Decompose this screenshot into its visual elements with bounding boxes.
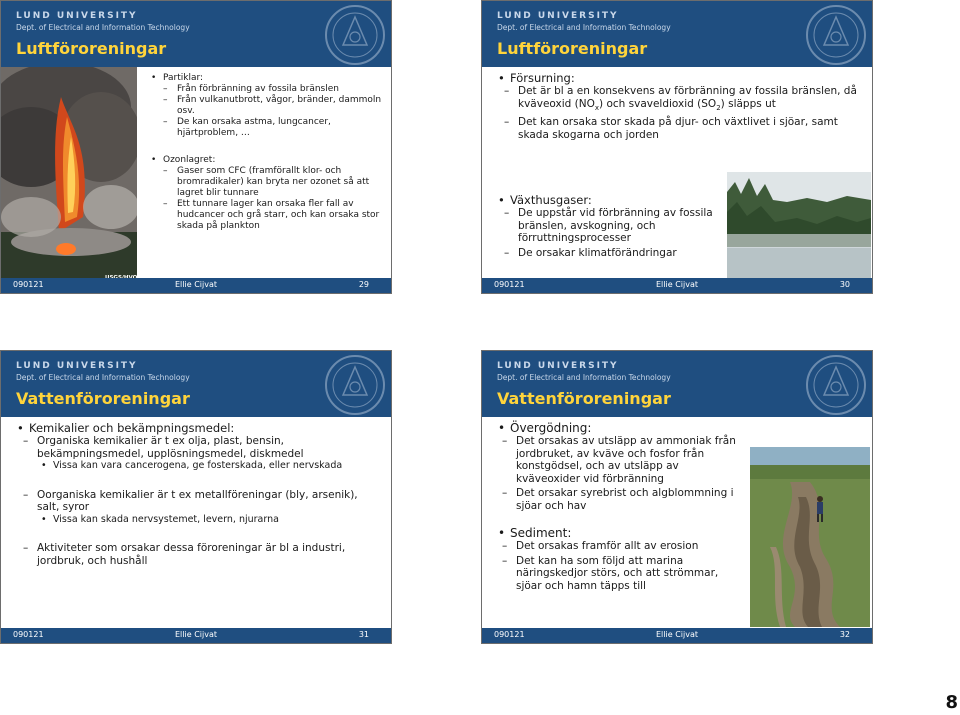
eroded-field-photo bbox=[750, 447, 870, 627]
page-number: 8 bbox=[945, 692, 958, 713]
sub-sub-bullet: • Vissa kan skada nervsystemet, levern, njurarna bbox=[39, 514, 375, 527]
sub-bullet: – De orsakar klimatförändringar bbox=[504, 247, 716, 260]
university-name: LUND UNIVERSITY bbox=[497, 11, 619, 21]
slide-number: 31 bbox=[358, 630, 369, 639]
university-name: LUND UNIVERSITY bbox=[16, 11, 138, 21]
footer-date: 090121 bbox=[13, 630, 44, 639]
slide-body-lower bbox=[496, 193, 716, 259]
bullet: • Ozonlagret: bbox=[149, 155, 387, 166]
footer-author: Ellie Cijvat bbox=[656, 630, 698, 639]
slide-number: 30 bbox=[839, 280, 850, 289]
foggy-lake-photo bbox=[727, 172, 871, 278]
sub-bullet: – Det orsakas framför allt av erosion bbox=[502, 540, 736, 553]
sub-bullet: – Det är bl a en konsekvens av förbränning av fossila bränslen, då kväveoxid $(NO_x)$ och svaveldioxid $(SO_2)$ släpps ut bbox=[504, 85, 858, 114]
footer-author: Ellie Cijvat bbox=[656, 280, 698, 289]
volcano-eruption-photo bbox=[1, 67, 137, 280]
university-seal-icon bbox=[804, 353, 868, 417]
department-name: Dept. of Electrical and Information Technology bbox=[16, 23, 190, 32]
slide-footer bbox=[482, 278, 872, 293]
sub-bullet: – Det orsakar syrebrist och algblommning i sjöar och hav bbox=[502, 487, 736, 512]
sub-bullet: – Från förbränning av fossila bränslen bbox=[163, 84, 387, 95]
slide-header bbox=[482, 1, 872, 67]
university-seal-icon bbox=[804, 3, 868, 67]
slide-title: Vattenföroreningar bbox=[16, 389, 190, 408]
sub-bullet: – De kan orsaka astma, lungcancer, hjärtproblem, … bbox=[163, 117, 387, 139]
sub-bullet: – Aktiviteter som orsakar dessa föroreningar är bl a industri, jordbruk, och hushåll bbox=[23, 542, 375, 567]
slide-title: Luftföroreningar bbox=[16, 39, 167, 58]
sub-bullet: – Det kan ha som följd att marina näringskedjor störs, och att strömmar, sjöar och hamn täpps till bbox=[502, 555, 736, 593]
footer-author: Ellie Cijvat bbox=[175, 630, 217, 639]
slide-title: Luftföroreningar bbox=[497, 39, 648, 58]
sub-bullet: – Organiska kemikalier är t ex olja, plast, bensin, bekämpningsmedel, upplösningsmedel, diskmedel bbox=[23, 435, 375, 460]
slide-title: Vattenföroreningar bbox=[497, 389, 671, 408]
slide-header bbox=[1, 1, 391, 67]
slide-body bbox=[15, 421, 375, 567]
sub-bullet: – Oorganiska kemikalier är t ex metallföreningar (bly, arsenik), salt, syror bbox=[23, 489, 375, 514]
sub-sub-bullet: • Vissa kan vara cancerogena, ge fosterskada, eller nervskada bbox=[39, 460, 375, 473]
slide-30 bbox=[481, 0, 873, 294]
slide-header bbox=[482, 351, 872, 417]
department-name: Dept. of Electrical and Information Technology bbox=[497, 373, 671, 382]
slide-footer bbox=[482, 628, 872, 643]
footer-date: 090121 bbox=[13, 280, 44, 289]
bullet: • Växthusgaser: bbox=[496, 193, 716, 207]
sub-bullet: – Det kan orsaka stor skada på djur- och växtlivet i sjöar, samt skada skogarna och jorden bbox=[504, 116, 858, 141]
footer-date: 090121 bbox=[494, 280, 525, 289]
slide-header bbox=[1, 351, 391, 417]
department-name: Dept. of Electrical and Information Technology bbox=[497, 23, 671, 32]
slide-32 bbox=[481, 350, 873, 644]
department-name: Dept. of Electrical and Information Technology bbox=[16, 373, 190, 382]
university-name: LUND UNIVERSITY bbox=[497, 361, 619, 371]
bullet: • Partiklar: bbox=[149, 73, 387, 84]
slide-footer bbox=[1, 278, 391, 293]
bullet: • Kemikalier och bekämpningsmedel: bbox=[15, 421, 375, 435]
slide-body bbox=[149, 73, 387, 232]
slide-footer bbox=[1, 628, 391, 643]
sub-bullet: – De uppstår vid förbränning av fossila bränslen, avskogning, och förruttningsprocesser bbox=[504, 207, 716, 245]
bullet: • Sediment: bbox=[496, 526, 736, 540]
slide-29 bbox=[0, 0, 392, 294]
sub-bullet: – Gaser som CFC (framförallt klor- och bromradikaler) kan bryta ner ozonet så att lagret blir tunnare bbox=[163, 166, 387, 199]
slide-number: 32 bbox=[839, 630, 850, 639]
sub-bullet: – Det orsakas av utsläpp av ammoniak från jordbruket, av kväve och fosfor från konstgödsel, och av utsläpp av kväveoxider vid förbränning bbox=[502, 435, 736, 485]
slide-body bbox=[496, 421, 736, 592]
sub-bullet: – Från vulkanutbrott, vågor, bränder, dammoln osv. bbox=[163, 95, 387, 117]
slide-31 bbox=[0, 350, 392, 644]
bullet: • Försurning: bbox=[496, 71, 858, 85]
sub-bullet: – Ett tunnare lager kan orsaka fler fall av hudcancer och grå starr, och kan orsaka stor skada på plankton bbox=[163, 199, 387, 232]
bullet: • Övergödning: bbox=[496, 421, 736, 435]
slide-number: 29 bbox=[358, 280, 369, 289]
footer-author: Ellie Cijvat bbox=[175, 280, 217, 289]
slide-body bbox=[496, 71, 858, 141]
footer-date: 090121 bbox=[494, 630, 525, 639]
university-name: LUND UNIVERSITY bbox=[16, 361, 138, 371]
university-seal-icon bbox=[323, 3, 387, 67]
university-seal-icon bbox=[323, 353, 387, 417]
